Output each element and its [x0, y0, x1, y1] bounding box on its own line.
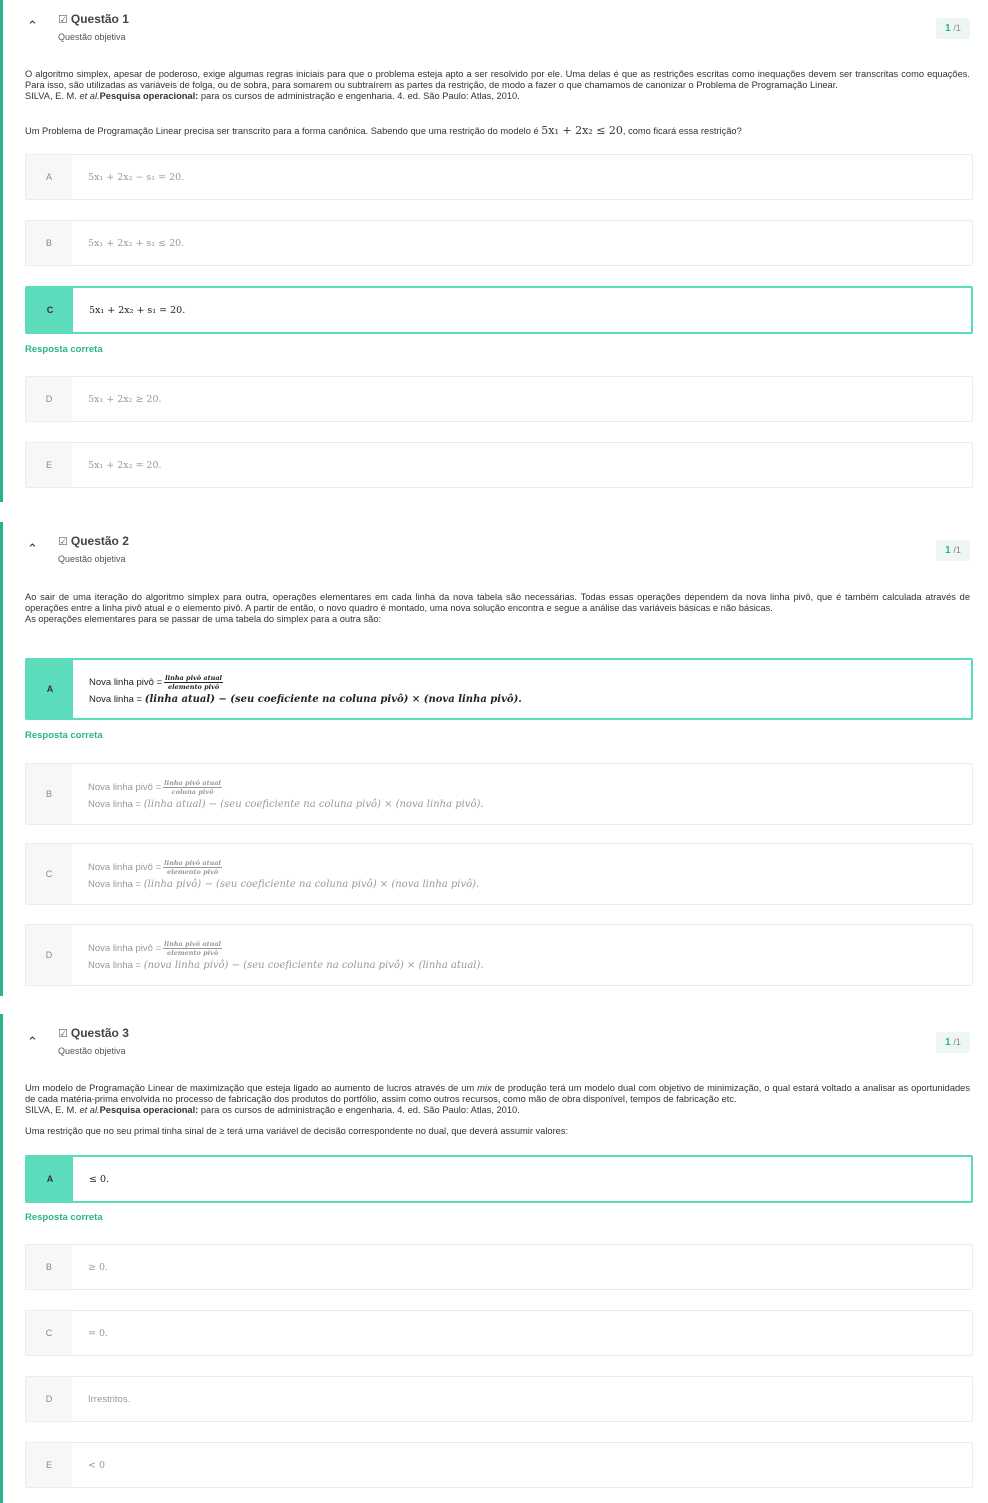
option-a[interactable]	[25, 154, 973, 200]
option-text: ≥ 0.	[72, 1245, 972, 1289]
option-c[interactable]	[25, 1310, 973, 1356]
question-statement: O algoritmo simplex, apesar de poderoso, exige algumas regras iniciais para que o problema esteja apto a ser resolvido por ele. Uma delas é que as restrições escritas como inequações devem ser transcritas como equações. Para isso, são utilizadas as variáveis de folga, ou de sobra, para somarem ou subtraírem as partes da restrição, de modo a fazer o que chamamos de canonizar o Problema de Programação Linear. SILVA, E. M. et al.Pesquisa operacional: para os cursos de administração e engenharia. 4. ed. São Paulo: Atlas, 2010.	[25, 69, 970, 101]
option-text: = 0.	[72, 1311, 972, 1355]
option-b[interactable]	[25, 1244, 973, 1290]
option-text: 5x₁ + 2x₂ + s₁ ≤ 20.	[72, 221, 972, 265]
option-text: ≤ 0.	[73, 1157, 971, 1201]
question-statement: Ao sair de uma iteração do algoritmo simplex para outra, operações elementares em cada linha da nova tabela são necessárias. Todas essas operações dependem da nova linha pivô, que é também calculada através de operações entre a linha pivô atual e o elemento pivô. A partir de então, o novo quadro é montado, uma nova solução encontra e segue a análise das variáveis básicas e não básicas. As operações elementares para se passar de uma tabela do simplex para a outra são:	[25, 592, 970, 624]
chevron-up-icon[interactable]: ⌃	[27, 1034, 38, 1049]
option-text: 5x₁ + 2x₂ ≥ 20.	[72, 377, 972, 421]
option-a-selected[interactable]	[25, 1155, 973, 1203]
option-letter: C	[45, 869, 53, 879]
option-b[interactable]	[25, 220, 973, 266]
option-d[interactable]	[25, 376, 973, 422]
question-title: ☑ Questão 2	[58, 534, 129, 548]
correct-answer-label: Resposta correta	[25, 1212, 103, 1223]
option-letter: A	[46, 1174, 54, 1184]
score-badge: 1 /1	[936, 540, 970, 561]
question-card-3	[0, 1014, 988, 1503]
option-e[interactable]	[25, 1442, 973, 1488]
question-subtitle: Questão objetiva	[58, 32, 126, 42]
option-letter: A	[46, 684, 54, 694]
correct-answer-label: Resposta correta	[25, 344, 103, 355]
check-square-icon: ☑	[58, 14, 68, 26]
option-letter: E	[45, 1460, 52, 1470]
option-text: Nova linha pivô = $\frac{\text{linha pivô atual}}{\text{coluna pivô}}$ Nova linha = (linha atual) − (seu coeficiente na coluna pivô) × (nova linha pivô).	[72, 764, 972, 824]
score-badge: 1 /1	[936, 1032, 970, 1053]
option-text: Irrestritos.	[72, 1377, 972, 1421]
score-badge: 1 /1	[936, 18, 970, 39]
question-header[interactable]	[3, 0, 988, 50]
question-title: ☑ Questão 3	[58, 1026, 129, 1040]
correct-answer-label: Resposta correta	[25, 730, 103, 741]
option-text: Nova linha pivô = $\frac{\text{linha pivô atual}}{\text{elemento pivô}}$ Nova linha = (linha pivô) − (seu coeficiente na coluna pivô) × (nova linha pivô).	[72, 844, 972, 904]
option-letter: D	[45, 1394, 53, 1404]
option-text: Nova linha pivô = $\frac{\text{linha pivô atual}}{\text{elemento pivô}}$ Nova linha = (nova linha pivô) − (seu coeficiente na coluna pivô) × (linha atual).	[72, 925, 972, 985]
check-square-icon: ☑	[58, 1028, 68, 1040]
question-subtitle: Questão objetiva	[58, 1046, 126, 1056]
option-e[interactable]	[25, 442, 973, 488]
question-card-2	[0, 522, 988, 996]
option-d[interactable]	[25, 924, 973, 986]
option-c[interactable]	[25, 843, 973, 905]
option-b[interactable]	[25, 763, 973, 825]
option-a-selected[interactable]	[25, 658, 973, 720]
option-text: 5x₁ + 2x₂ + s₁ = 20.	[73, 288, 971, 332]
chevron-up-icon[interactable]: ⌃	[27, 541, 38, 556]
option-text: 5x₁ + 2x₂ − s₁ = 20.	[72, 155, 972, 199]
option-letter: B	[45, 789, 52, 799]
option-letter: B	[45, 238, 52, 248]
option-letter: B	[45, 1262, 52, 1272]
question-header[interactable]	[3, 522, 988, 572]
question-title: ☑ Questão 1	[58, 12, 129, 26]
question-prompt: Um Problema de Programação Linear precisa ser transcrito para a forma canônica. Sabendo que uma restrição do modelo é 5x₁ + 2x₂ ≤ 20, como ficará essa restrição?	[25, 124, 742, 137]
chevron-up-icon[interactable]: ⌃	[27, 18, 38, 33]
option-letter: E	[45, 460, 52, 470]
option-letter: C	[46, 305, 54, 315]
check-square-icon: ☑	[58, 536, 68, 548]
question-card-1	[0, 0, 988, 502]
option-c-selected[interactable]	[25, 286, 973, 334]
option-text: Nova linha pivô = $\frac{\text{linha pivô atual}}{\text{elemento pivô}}$ Nova linha = (linha atual) − (seu coeficiente na coluna pivô) × (nova linha pivô).	[73, 660, 971, 718]
option-letter: D	[45, 394, 53, 404]
question-prompt: Uma restrição que no seu primal tinha sinal de ≥ terá uma variável de decisão correspondente no dual, que deverá assumir valores:	[25, 1126, 569, 1136]
option-d[interactable]	[25, 1376, 973, 1422]
question-subtitle: Questão objetiva	[58, 554, 126, 564]
option-letter: D	[45, 950, 53, 960]
option-text: < 0	[72, 1443, 972, 1487]
question-header[interactable]	[3, 1014, 988, 1064]
option-letter: A	[45, 172, 52, 182]
question-statement: Um modelo de Programação Linear de maximização que esteja ligado ao aumento de lucros através de um mix de produção terá um modelo dual com objetivo de minimização, o qual estará voltado a analisar as oportunidades de cada matéria-prima envolvida no processo de fabricação dos produtos do portfólio, assim como outros recursos, como mão de obra disponível, tempos de fabricação etc. SILVA, E. M. et al.Pesquisa operacional: para os cursos de administração e engenharia. 4. ed. São Paulo: Atlas, 2010.	[25, 1083, 970, 1115]
option-letter: C	[45, 1328, 53, 1338]
option-text: 5x₁ + 2x₂ = 20.	[72, 443, 972, 487]
